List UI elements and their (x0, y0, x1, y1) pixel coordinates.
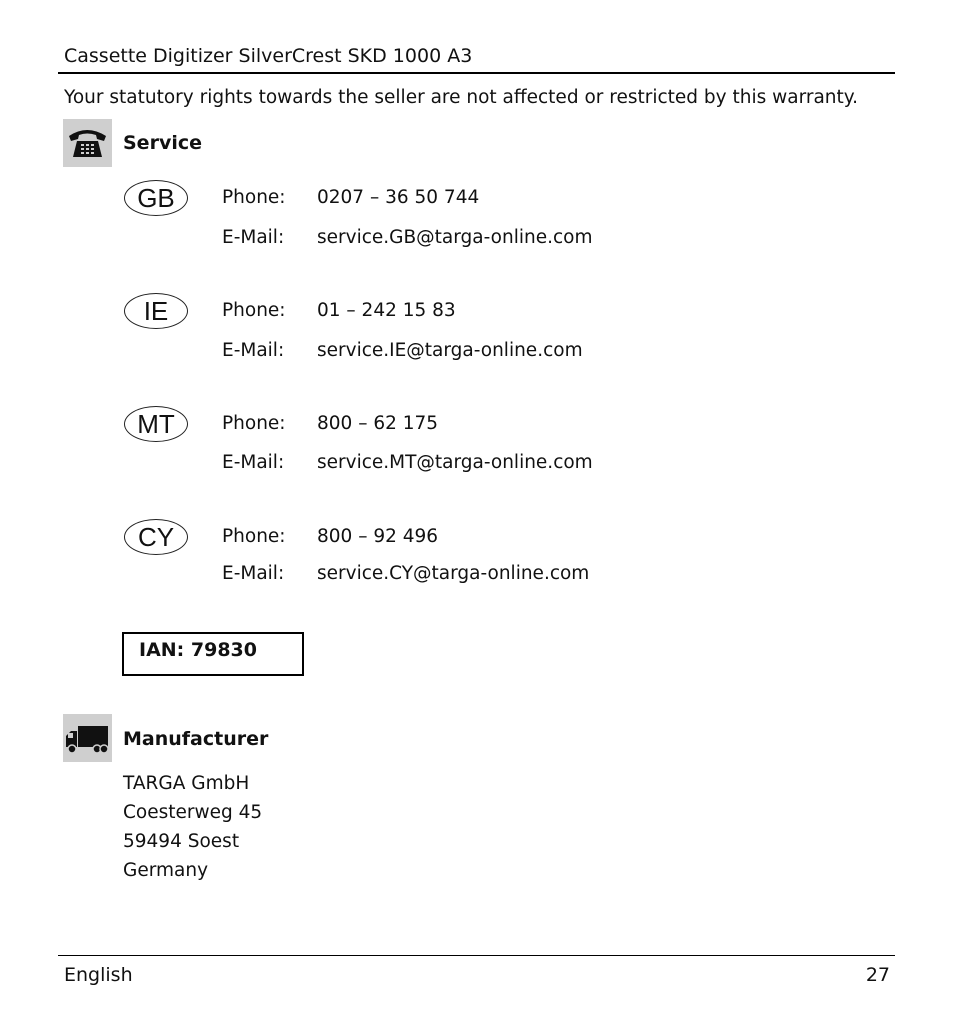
phone-label: Phone: (222, 526, 286, 547)
email-label: E-Mail: (222, 227, 285, 248)
phone-label: Phone: (222, 187, 286, 208)
phone-label: Phone: (222, 413, 286, 434)
page-number: 27 (865, 964, 890, 986)
country-badge-cy: CY (124, 519, 188, 555)
country-badge-ie: IE (124, 293, 188, 329)
email-gb[interactable]: service.GB@targa-online.com (317, 227, 593, 248)
email-label: E-Mail: (222, 563, 285, 584)
phone-number-ie: 01 – 242 15 83 (317, 300, 456, 321)
service-heading: Service (123, 132, 202, 154)
email-ie[interactable]: service.IE@targa-online.com (317, 340, 583, 361)
email-mt[interactable]: service.MT@targa-online.com (317, 452, 593, 473)
address-line-street: Coesterweg 45 (123, 802, 263, 823)
address-line-company: TARGA GmbH (123, 773, 250, 794)
phone-number-cy: 800 – 92 496 (317, 526, 439, 547)
phone-label: Phone: (222, 300, 286, 321)
telephone-icon (63, 119, 112, 167)
country-badge-gb: GB (124, 180, 188, 216)
header-rule (58, 72, 895, 74)
country-badge-mt: MT (124, 406, 188, 442)
email-label: E-Mail: (222, 340, 285, 361)
truck-icon (63, 714, 112, 762)
email-label: E-Mail: (222, 452, 285, 473)
address-line-country: Germany (123, 860, 209, 881)
manufacturer-heading: Manufacturer (123, 728, 269, 750)
phone-number-mt: 800 – 62 175 (317, 413, 439, 434)
document-header-title: Cassette Digitizer SilverCrest SKD 1000 A3 (64, 45, 473, 67)
ian-box: IAN: 79830 (122, 632, 304, 676)
phone-number-gb: 0207 – 36 50 744 (317, 187, 480, 208)
footer-language: English (64, 964, 133, 986)
footer-rule (58, 955, 895, 956)
address-line-city: 59494 Soest (123, 831, 240, 852)
warranty-note: Your statutory rights towards the seller are not affected or restricted by this warranty. (64, 87, 858, 108)
email-cy[interactable]: service.CY@targa-online.com (317, 563, 590, 584)
